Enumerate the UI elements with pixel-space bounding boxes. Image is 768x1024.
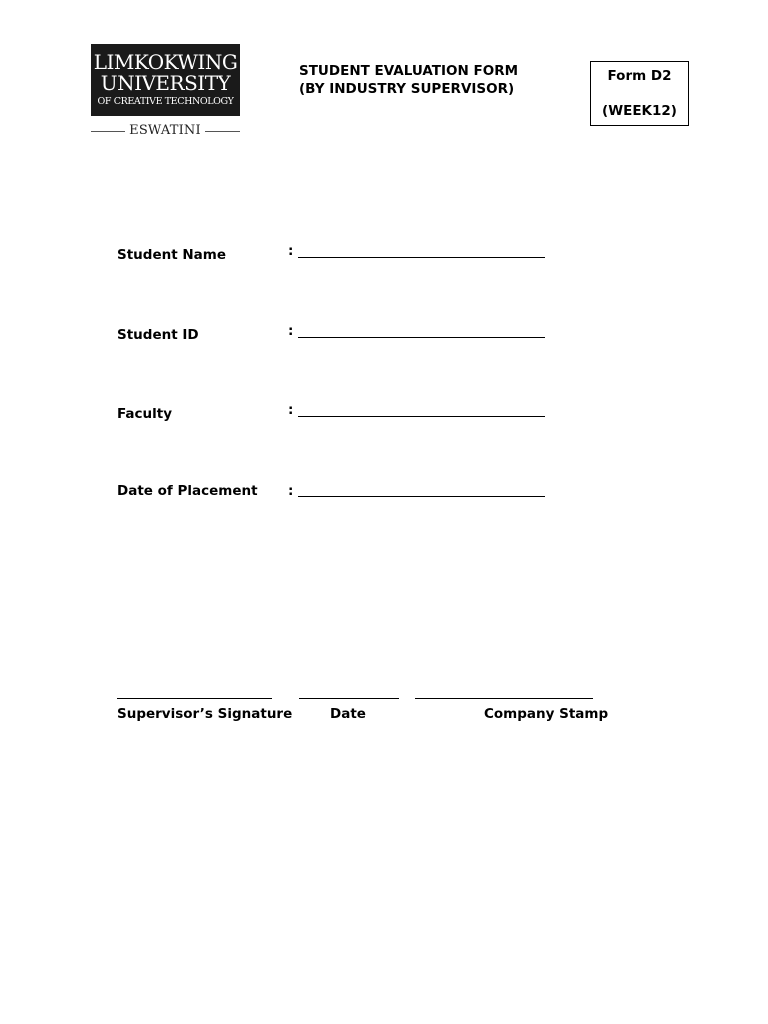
form-week: (WEEK12) <box>602 103 677 119</box>
field-separator: : <box>288 402 294 418</box>
field-label-faculty: Faculty <box>117 406 173 422</box>
student-id-field[interactable] <box>298 337 545 338</box>
form-title-line-1: STUDENT EVALUATION FORM <box>299 63 519 79</box>
logo-line-3: OF CREATIVE TECHNOLOGY <box>97 96 234 107</box>
faculty-field[interactable] <box>298 416 545 417</box>
form-code-box <box>590 61 689 126</box>
field-separator: : <box>288 483 294 499</box>
supervisor-signature-line[interactable] <box>117 698 272 699</box>
logo-rule-left <box>91 131 125 132</box>
logo-line-1: LIMKOKWING <box>93 50 238 74</box>
date-line[interactable] <box>299 698 399 699</box>
field-label-student-id: Student ID <box>117 327 199 343</box>
field-label-student-name: Student Name <box>117 247 227 263</box>
date-label: Date <box>330 706 366 722</box>
company-stamp-label: Company Stamp <box>484 706 609 722</box>
company-stamp-line[interactable] <box>415 698 593 699</box>
logo-campus: ESWATINI <box>129 123 201 138</box>
field-separator: : <box>288 243 294 259</box>
logo-line-2: UNIVERSITY <box>100 71 231 95</box>
student-name-field[interactable] <box>298 257 545 258</box>
form-title <box>299 62 518 98</box>
field-label-date-of-placement: Date of Placement <box>117 483 258 499</box>
form-title-line-2: (BY INDUSTRY SUPERVISOR) <box>299 81 515 97</box>
form-code: Form D2 <box>607 68 672 84</box>
logo-rule-right <box>205 131 240 132</box>
supervisor-signature-label: Supervisor’s Signature <box>117 706 293 722</box>
university-logo <box>91 44 240 116</box>
field-separator: : <box>288 323 294 339</box>
date-of-placement-field[interactable] <box>298 496 545 497</box>
